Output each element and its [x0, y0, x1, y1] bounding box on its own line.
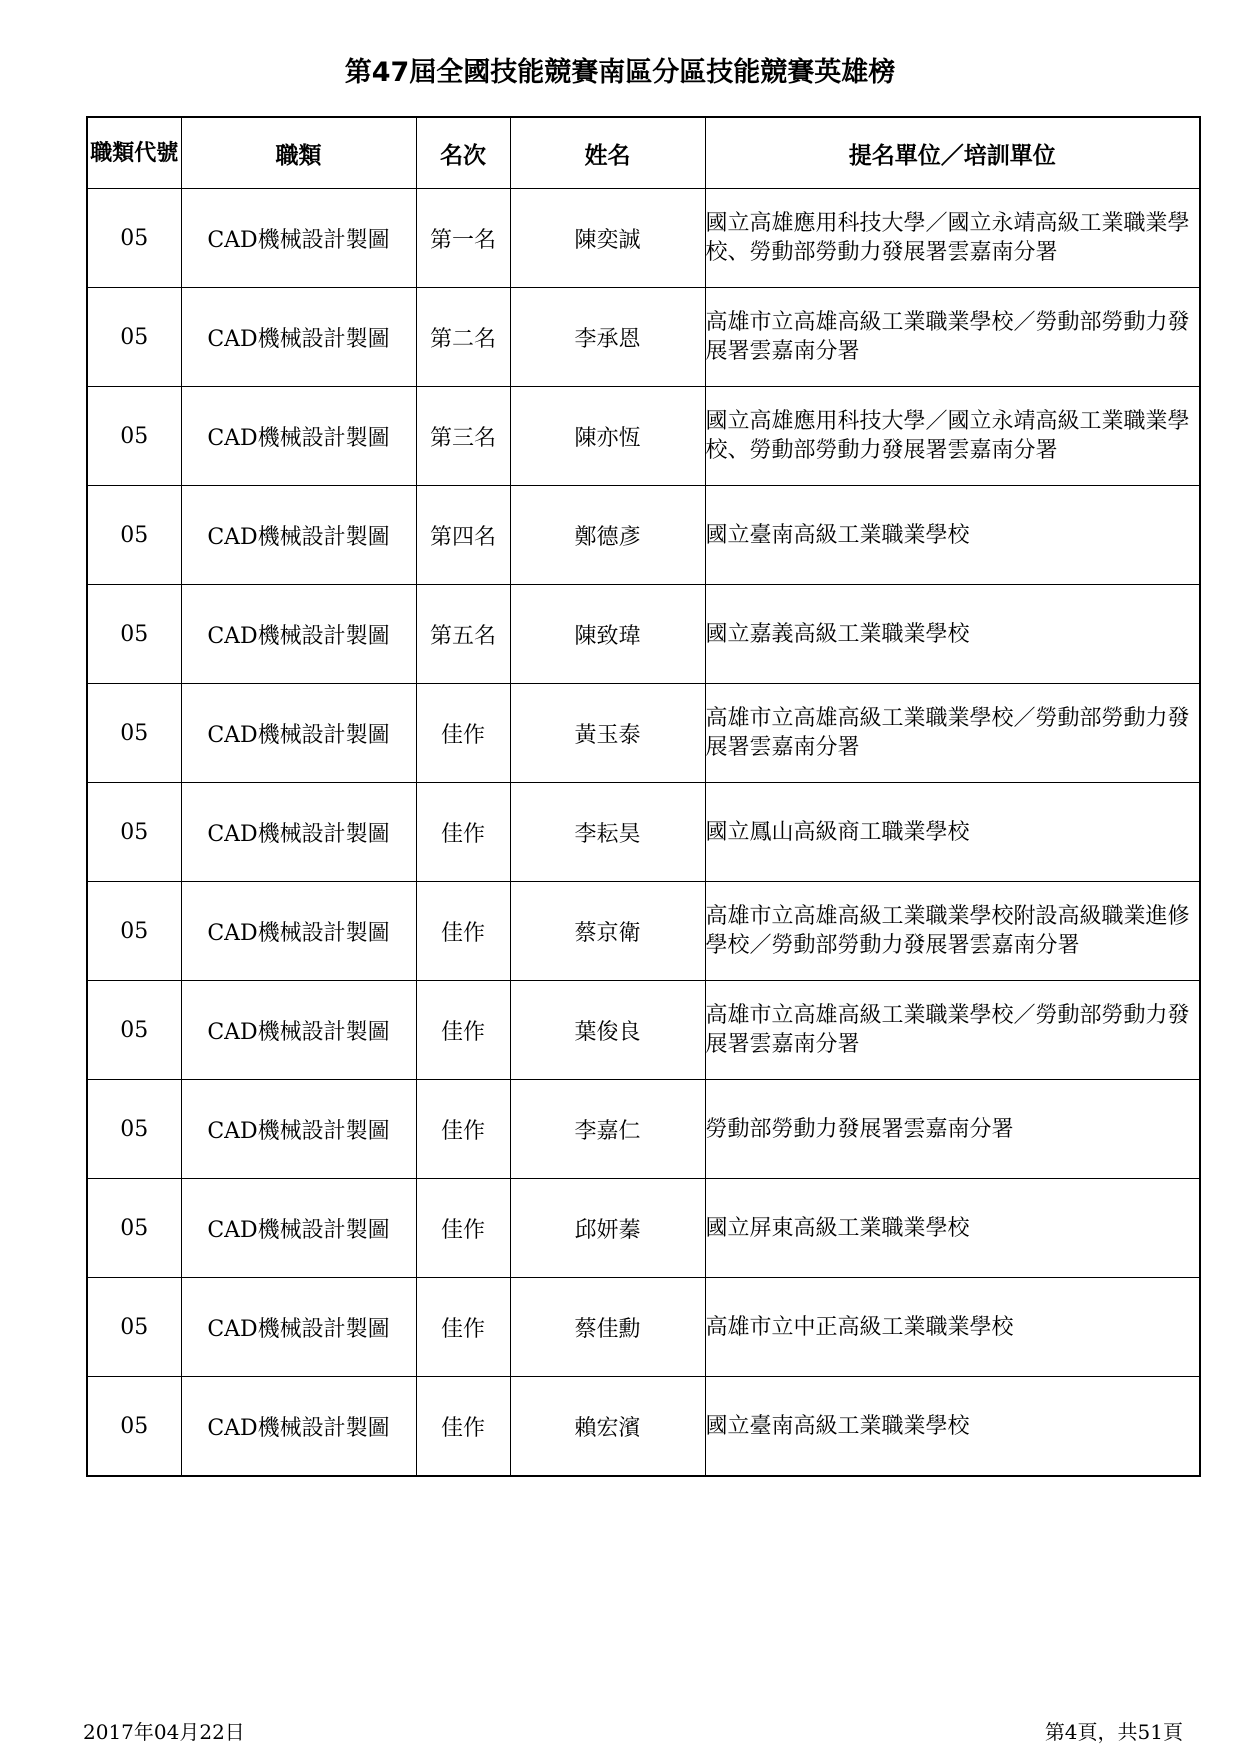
cell-code: 05 [87, 684, 181, 783]
cell-code: 05 [87, 486, 181, 585]
table-row [87, 486, 1200, 585]
cell-unit: 勞動部勞動力發展署雲嘉南分署 [705, 1080, 1200, 1179]
cell-job: CAD機械設計製圖 [181, 1377, 416, 1477]
cell-job: CAD機械設計製圖 [181, 288, 416, 387]
header-unit: 提名單位／培訓單位 [705, 117, 1200, 189]
cell-name: 陳亦恆 [510, 387, 705, 486]
cell-code: 05 [87, 1080, 181, 1179]
cell-name: 李嘉仁 [510, 1080, 705, 1179]
cell-job: CAD機械設計製圖 [181, 783, 416, 882]
cell-job: CAD機械設計製圖 [181, 1278, 416, 1377]
table-row [87, 387, 1200, 486]
cell-unit: 國立臺南高級工業職業學校 [705, 486, 1200, 585]
table-row [87, 783, 1200, 882]
cell-name: 陳奕誠 [510, 189, 705, 288]
cell-job: CAD機械設計製圖 [181, 684, 416, 783]
cell-name: 黃玉泰 [510, 684, 705, 783]
cell-unit: 國立高雄應用科技大學／國立永靖高級工業職業學校、勞動部勞動力發展署雲嘉南分署 [705, 387, 1200, 486]
cell-code: 05 [87, 1278, 181, 1377]
cell-name: 蔡佳勳 [510, 1278, 705, 1377]
cell-code: 05 [87, 1377, 181, 1477]
footer-page-number: 第4頁，共51頁 [1044, 1720, 1183, 1744]
cell-code: 05 [87, 1179, 181, 1278]
cell-name: 蔡京衛 [510, 882, 705, 981]
cell-name: 李承恩 [510, 288, 705, 387]
table-row [87, 1278, 1200, 1377]
cell-unit: 國立鳳山高級商工職業學校 [705, 783, 1200, 882]
table-row [87, 1377, 1200, 1477]
table-row [87, 684, 1200, 783]
cell-name: 陳致瑋 [510, 585, 705, 684]
results-table [86, 116, 1201, 1477]
cell-job: CAD機械設計製圖 [181, 387, 416, 486]
header-name: 姓名 [510, 117, 705, 189]
cell-rank: 第一名 [416, 189, 510, 288]
cell-rank: 第三名 [416, 387, 510, 486]
cell-job: CAD機械設計製圖 [181, 1080, 416, 1179]
cell-job: CAD機械設計製圖 [181, 1179, 416, 1278]
header-job: 職類 [181, 117, 416, 189]
cell-name: 葉俊良 [510, 981, 705, 1080]
cell-rank: 第五名 [416, 585, 510, 684]
table-row [87, 882, 1200, 981]
cell-code: 05 [87, 783, 181, 882]
cell-code: 05 [87, 189, 181, 288]
cell-unit: 高雄市立高雄高級工業職業學校／勞動部勞動力發展署雲嘉南分署 [705, 288, 1200, 387]
cell-unit: 高雄市立高雄高級工業職業學校／勞動部勞動力發展署雲嘉南分署 [705, 981, 1200, 1080]
table-row [87, 1080, 1200, 1179]
cell-rank: 佳作 [416, 783, 510, 882]
cell-rank: 佳作 [416, 1179, 510, 1278]
table-row [87, 981, 1200, 1080]
cell-unit: 高雄市立中正高級工業職業學校 [705, 1278, 1200, 1377]
cell-code: 05 [87, 387, 181, 486]
cell-rank: 佳作 [416, 1377, 510, 1477]
cell-code: 05 [87, 585, 181, 684]
cell-unit: 高雄市立高雄高級工業職業學校附設高級職業進修學校／勞動部勞動力發展署雲嘉南分署 [705, 882, 1200, 981]
cell-name: 邱妍蓁 [510, 1179, 705, 1278]
cell-name: 賴宏濱 [510, 1377, 705, 1477]
table-row [87, 288, 1200, 387]
table-row [87, 189, 1200, 288]
cell-job: CAD機械設計製圖 [181, 189, 416, 288]
cell-rank: 第二名 [416, 288, 510, 387]
cell-unit: 國立臺南高級工業職業學校 [705, 1377, 1200, 1477]
cell-name: 鄭德彥 [510, 486, 705, 585]
cell-job: CAD機械設計製圖 [181, 486, 416, 585]
cell-job: CAD機械設計製圖 [181, 981, 416, 1080]
cell-unit: 高雄市立高雄高級工業職業學校／勞動部勞動力發展署雲嘉南分署 [705, 684, 1200, 783]
table-row [87, 585, 1200, 684]
cell-unit: 國立屏東高級工業職業學校 [705, 1179, 1200, 1278]
cell-unit: 國立高雄應用科技大學／國立永靖高級工業職業學校、勞動部勞動力發展署雲嘉南分署 [705, 189, 1200, 288]
cell-name: 李耘昊 [510, 783, 705, 882]
footer-date: 2017年04月22日 [83, 1720, 245, 1744]
document-title: 第47屆全國技能競賽南區分區技能競賽英雄榜 [344, 57, 896, 88]
cell-code: 05 [87, 882, 181, 981]
cell-rank: 佳作 [416, 684, 510, 783]
cell-rank: 第四名 [416, 486, 510, 585]
cell-unit: 國立嘉義高級工業職業學校 [705, 585, 1200, 684]
cell-job: CAD機械設計製圖 [181, 585, 416, 684]
cell-rank: 佳作 [416, 882, 510, 981]
table-header-row [87, 117, 1200, 189]
cell-rank: 佳作 [416, 1278, 510, 1377]
cell-rank: 佳作 [416, 981, 510, 1080]
table-row [87, 1179, 1200, 1278]
cell-job: CAD機械設計製圖 [181, 882, 416, 981]
header-rank: 名次 [416, 117, 510, 189]
header-code: 職類代號 [87, 117, 181, 189]
cell-code: 05 [87, 288, 181, 387]
cell-rank: 佳作 [416, 1080, 510, 1179]
cell-code: 05 [87, 981, 181, 1080]
